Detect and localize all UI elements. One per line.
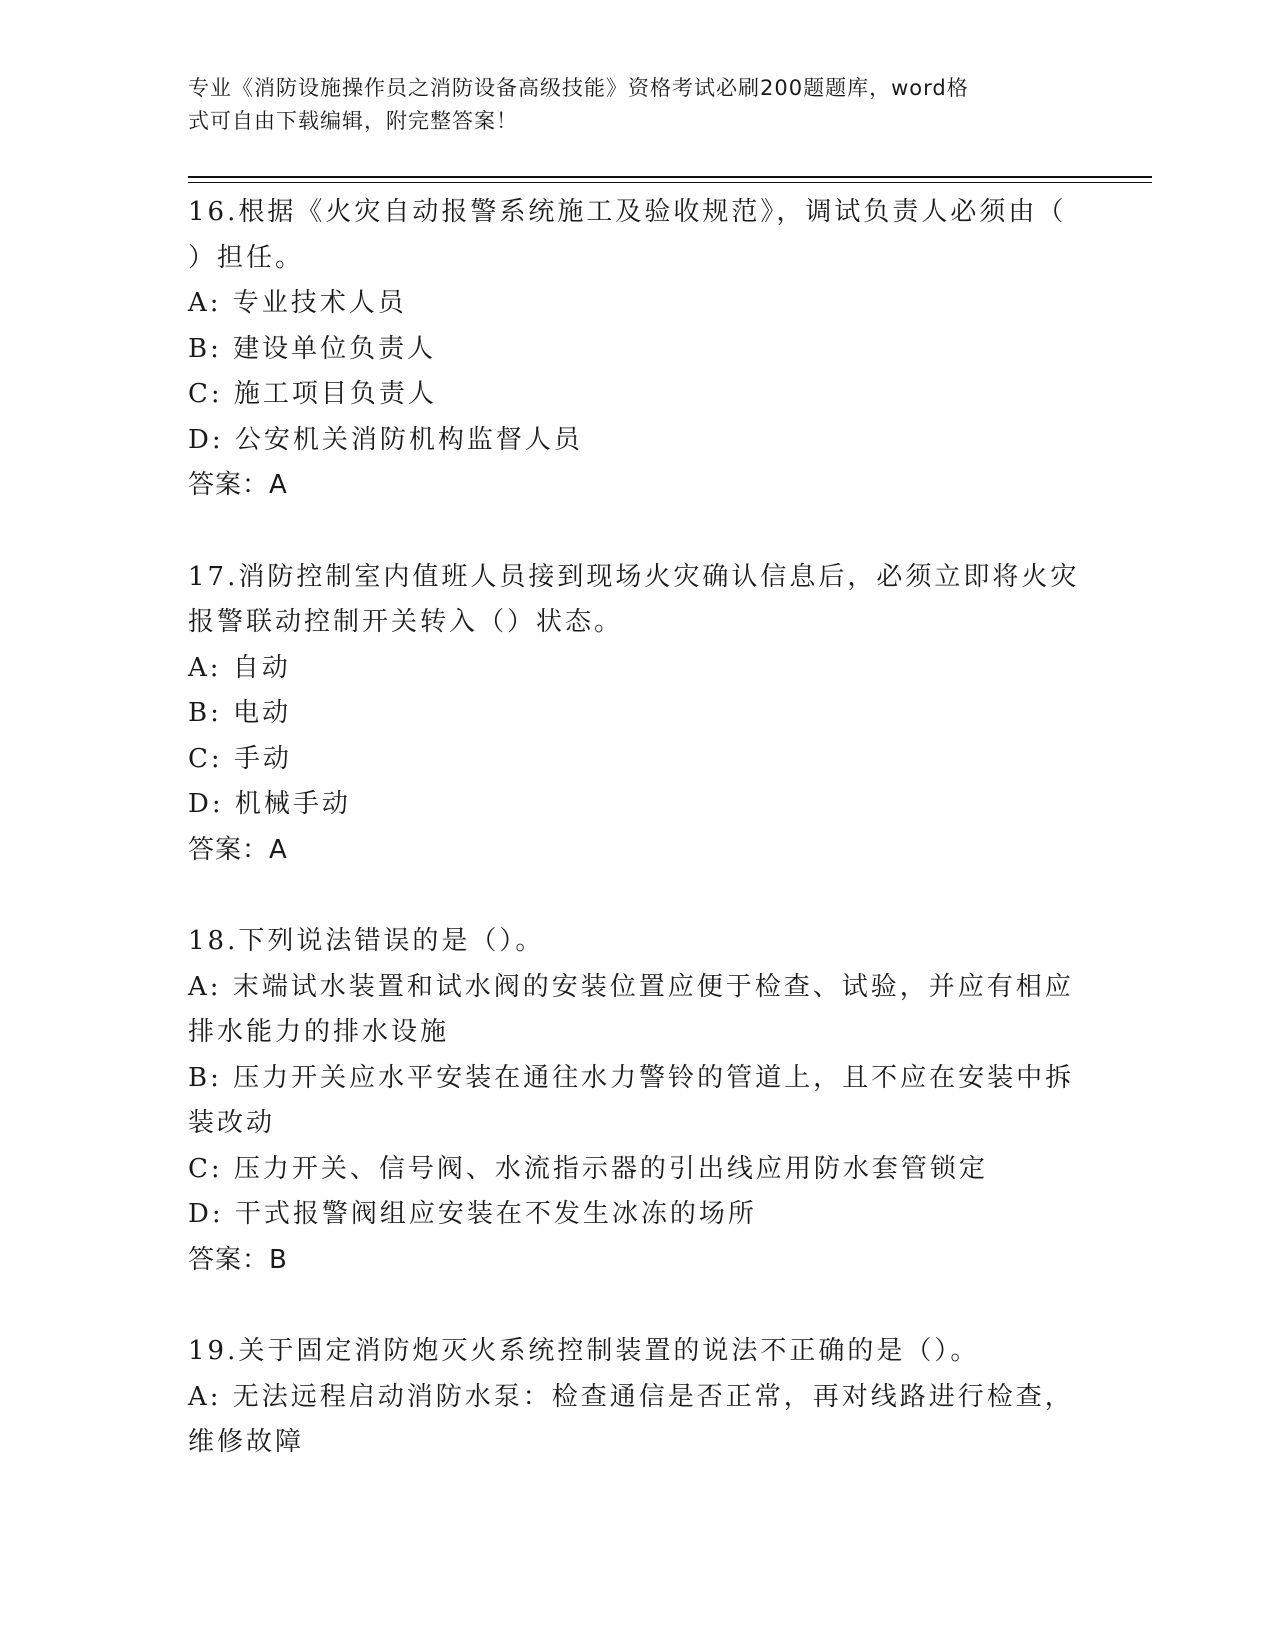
option-b: B: 建设单位负责人 bbox=[188, 333, 437, 364]
option-a-continued: 排水能力的排水设施 bbox=[188, 1017, 450, 1047]
answer-line: 答案：B bbox=[188, 1244, 288, 1275]
option-c: C: 施工项目负责人 bbox=[188, 379, 437, 409]
answer-line: 答案：A bbox=[188, 834, 288, 865]
question-16 bbox=[188, 190, 1088, 509]
question-stem: 报警联动控制开关转入（）状态。 bbox=[188, 607, 624, 637]
option-b: B: 电动 bbox=[188, 698, 292, 728]
question-18 bbox=[188, 919, 1088, 1283]
option-a: A: 无法远程启动消防水泵：检查通信是否正常，再对线路进行检查， bbox=[188, 1381, 1074, 1412]
question-spacer bbox=[188, 873, 1088, 919]
document-header bbox=[188, 72, 1068, 138]
question-17 bbox=[188, 555, 1088, 874]
question-stem: 17.消防控制室内值班人员接到现场火灾确认信息后，必须立即将火灾 bbox=[188, 561, 1080, 592]
option-c: C: 压力开关、信号阀、水流指示器的引出线应用防水套管锁定 bbox=[188, 1153, 988, 1184]
question-stem: 19.关于固定消防炮灭火系统控制装置的说法不正确的是（）。 bbox=[188, 1336, 980, 1366]
header-line-2: 式可自由下载编辑，附完整答案！ bbox=[188, 109, 518, 133]
question-list bbox=[188, 190, 1088, 1466]
header-line-1: 专业《消防设施操作员之消防设备高级技能》资格考试必刷200题题库，word格 bbox=[188, 76, 969, 100]
option-a: A: 末端试水装置和试水阀的安装位置应便于检查、试验，并应有相应 bbox=[188, 971, 1074, 1002]
answer-line: 答案：A bbox=[188, 470, 288, 500]
option-a-continued: 维修故障 bbox=[188, 1427, 305, 1457]
option-a: A: 专业技术人员 bbox=[188, 288, 407, 318]
question-stem: ）担任。 bbox=[188, 242, 305, 273]
question-stem: 18.下列说法错误的是（）。 bbox=[188, 926, 545, 956]
option-d: D: 机械手动 bbox=[188, 789, 351, 819]
question-stem: 16.根据《火灾自动报警系统施工及验收规范》，调试负责人必须由（ bbox=[188, 197, 1067, 227]
option-a: A: 自动 bbox=[188, 652, 291, 683]
option-d: D: 干式报警阀组应安装在不发生冰冻的场所 bbox=[188, 1199, 757, 1229]
option-c: C: 手动 bbox=[188, 743, 292, 774]
header-divider-thin bbox=[188, 182, 1152, 183]
header-divider-thick bbox=[188, 176, 1152, 178]
question-spacer bbox=[188, 509, 1088, 555]
option-d: D: 公安机关消防机构监督人员 bbox=[188, 424, 583, 455]
option-b-continued: 装改动 bbox=[188, 1108, 276, 1138]
question-19 bbox=[188, 1329, 1088, 1466]
question-spacer bbox=[188, 1283, 1088, 1329]
option-b: B: 压力开关应水平安装在通往水力警铃的管道上，且不应在安装中拆 bbox=[188, 1062, 1075, 1093]
